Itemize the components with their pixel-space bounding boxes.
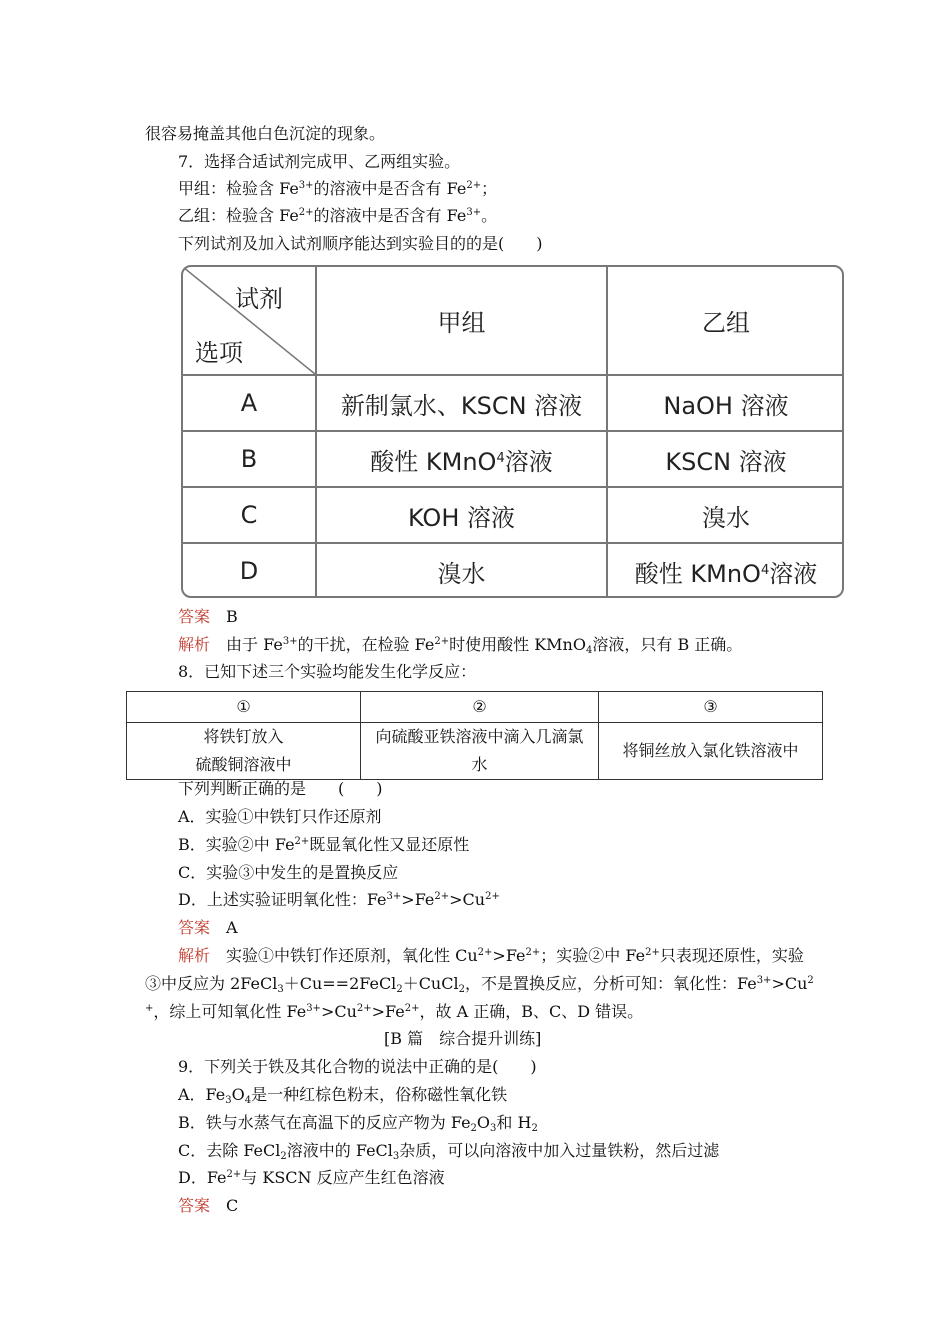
question-7: 7．选择合适试剂完成甲、乙两组实验。 — [178, 152, 461, 171]
reagent-table — [181, 265, 844, 598]
explanation-8-line-3: +，综上可知氧化性 $Fe^{3+}>Cu^{2+}>Fe^{2+}$，故 A 正确，B、C、D 错误。 — [145, 1002, 644, 1021]
q8-option-a: A．实验①中铁钉只作还原剂 — [178, 807, 382, 826]
corner-header-reagent: 试剂 — [235, 285, 283, 313]
exp-2-desc: 向硫酸亚铁溶液中滴入几滴氯 水 — [375, 727, 584, 774]
corner-header-option: 选项 — [195, 339, 243, 367]
exp-1-desc: 将铁钉放入 硫酸铜溶液中 — [195, 727, 292, 774]
explanation-8-line-2: ③中反应为 2FeCl$_3$＋Cu==2FeCl$_2$＋CuCl$_2$，不是置换反应，分析可知：氧化性：$Fe^{3+}>Cu^2$ — [145, 974, 814, 995]
q9-option-d: D．$Fe^{2+}$与 KSCN 反应产生红色溶液 — [178, 1168, 445, 1187]
group-yi-line: 乙组：检验含 $Fe^{2+}$的溶液中是否含有 $Fe^{3+}$。 — [178, 206, 498, 225]
group-jia-line: 甲组：检验含 $Fe^{3+}$的溶液中是否含有 $Fe^{2+}$； — [178, 179, 498, 198]
header-exp-1: ① — [236, 697, 251, 716]
header-exp-3: ③ — [703, 697, 718, 716]
answer-8: 答案 A — [178, 918, 238, 937]
q9-option-b: B．铁与水蒸气在高温下的反应产物为 $Fe_2O_3$和 $H_2$ — [178, 1113, 538, 1134]
section-b-title: [B 篇 综合提升训练] — [384, 1029, 542, 1048]
option-c-jia: KOH 溶液 — [408, 503, 515, 532]
answer-9: 答案 C — [178, 1196, 239, 1215]
option-d-yi: 酸性 KMnO 4 溶液 — [634, 559, 818, 588]
q9-option-c: C．去除 FeCl$_2$溶液中的 FeCl$_3$杂质，可以向溶液中加入过量铁粉，然后过滤 — [178, 1141, 720, 1162]
header-group-yi: 乙组 — [702, 309, 750, 337]
option-d-jia: 溴水 — [437, 559, 486, 588]
answer-7: 答案 B — [178, 607, 238, 626]
experiment-table — [126, 691, 823, 780]
option-a-yi: NaOH 溶液 — [663, 391, 789, 420]
question-8-prompt: 下列判断正确的是 ( ) — [178, 779, 383, 798]
q8-option-b: B．实验②中 $Fe^{2+}$既显氧化性又显还原性 — [178, 835, 470, 854]
question-8: 8．已知下述三个实验均能发生化学反应： — [178, 662, 477, 681]
explanation-8-line-1: 解析 实验①中铁钉作还原剂，氧化性 $Cu^{2+}>Fe^{2+}$；实验②中 $Fe^{2+}$只表现还原性，实验 — [178, 946, 804, 965]
q8-option-d: D．上述实验证明氧化性：$Fe^{3+}>Fe^{2+}>Cu^{2+}$ — [178, 890, 500, 909]
question-7-prompt: 下列试剂及加入试剂顺序能达到实验目的的是( ) — [178, 234, 543, 253]
explanation-7: 解析 由于 $Fe^{3+}$的干扰，在检验 $Fe^{2+}$时使用酸性 KMnO$_4$溶液，只有 B 正确。 — [178, 635, 743, 656]
text-line: 很容易掩盖其他白色沉淀的现象。 — [145, 124, 386, 143]
option-b-yi: KSCN 溶液 — [665, 447, 787, 476]
question-9: 9．下列关于铁及其化合物的说法中正确的是( ) — [178, 1057, 537, 1076]
q9-option-a: A．$Fe_3O_4$是一种红棕色粉末，俗称磁性氧化铁 — [178, 1085, 508, 1106]
option-b: B — [240, 445, 258, 473]
option-a-jia: 新制氯水、KSCN 溶液 — [340, 391, 583, 420]
option-a: A — [240, 389, 258, 417]
option-c-yi: 溴水 — [702, 503, 750, 532]
header-group-jia: 甲组 — [437, 309, 486, 337]
option-c: C — [240, 501, 258, 529]
exp-3-desc: 将铜丝放入氯化铁溶液中 — [622, 741, 799, 760]
option-d: D — [239, 557, 259, 585]
header-exp-2: ② — [472, 697, 487, 716]
option-b-jia: 酸性 KMnO 4 溶液 — [370, 447, 553, 476]
q8-option-c: C．实验③中发生的是置换反应 — [178, 863, 399, 882]
